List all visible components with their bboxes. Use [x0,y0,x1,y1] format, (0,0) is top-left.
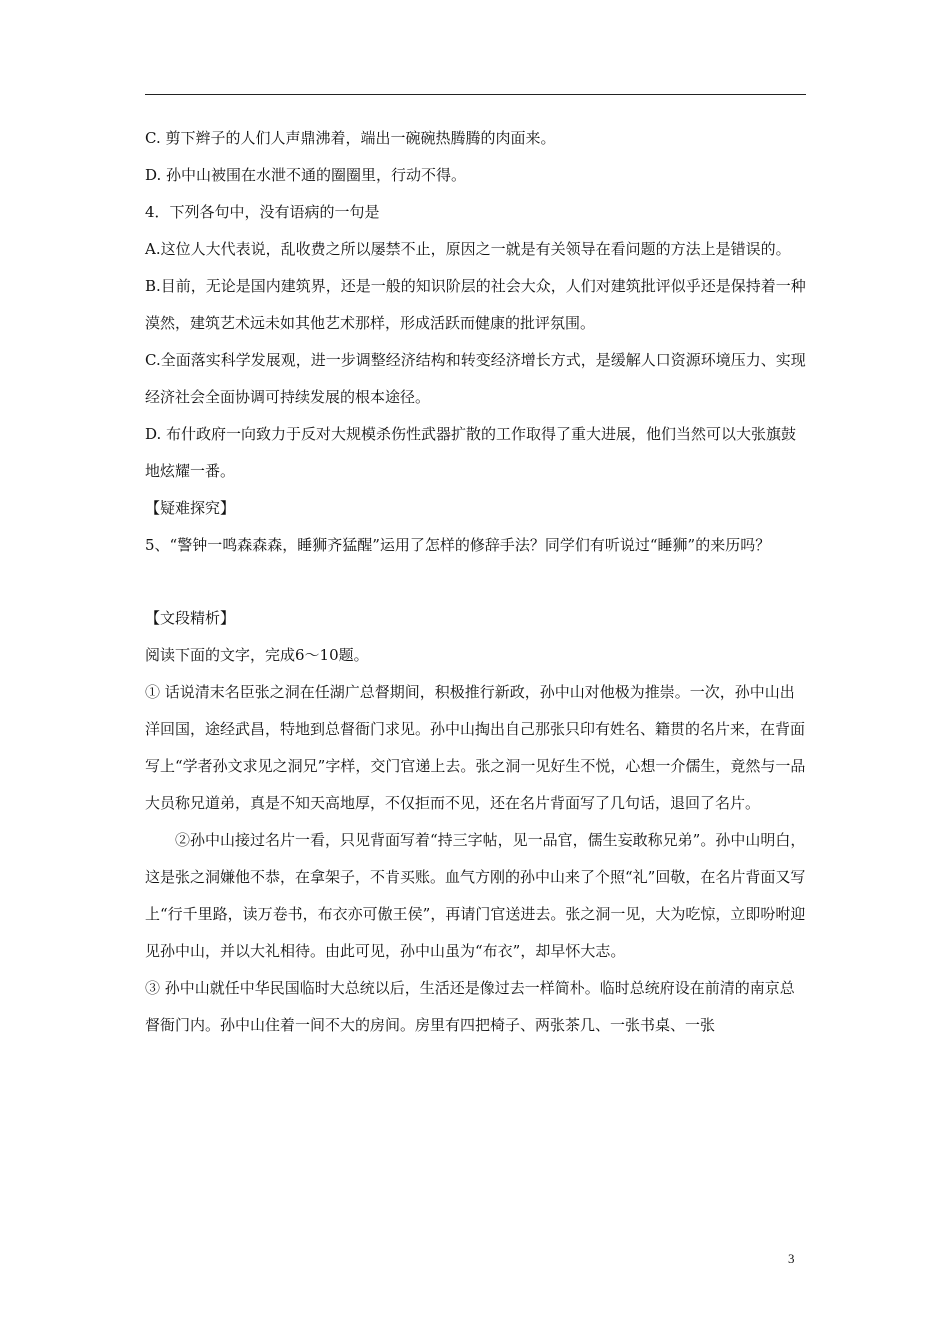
paragraph-2: ②孙中山接过名片一看，只见背面写着“持三字帖，见一品官，儒生妄敢称兄弟”。孙中山明白，这是张之洞嫌他不恭，在拿架子，不肯买账。血气方刚的孙中山来了个照“礼”回敬，在名片背面又写上“行千里路，读万卷书，布衣亦可傲王侯”，再请门官送进去。张之洞一见，大为吃惊，立即吩咐迎见孙中山，并以大礼相待。由此可见，孙中山虽为“布衣”，却早怀大志。 [145,831,806,960]
q4-option-a: A.这位人大代表说，乱收费之所以屡禁不止，原因之一就是有关领导在看问题的方法上是错误的。 [145,240,791,258]
q4-stem: 4．下列各句中，没有语病的一句是 [145,203,380,221]
paragraph-1: ① 话说清末名臣张之洞在任湖广总督期间，积极推行新政，孙中山对他极为推崇。一次，孙中山出洋回国，途经武昌，特地到总督衙门求见。孙中山掏出自己那张只印有姓名、籍贯的名片来，在背面写上“学者孙文求见之洞兄”字样，交门官递上去。张之洞一见好生不悦，心想一介儒生，竟然与一品大员称兄道弟，真是不知天高地厚，不仅拒而不见，还在名片背面写了几句话，退回了名片。 [145,683,806,812]
header-rule [145,94,806,95]
page-number: 3 [788,1251,795,1266]
document-body [145,120,809,1044]
section-heading-inquiry: 【疑难探究】 [145,499,236,517]
q4-option-c: C.全面落实科学发展观，进一步调整经济结构和转变经济增长方式，是缓解人口资源环境压力、实现经济社会全面协调可持续发展的根本途径。 [145,351,806,406]
q4-option-b: B.目前，无论是国内建筑界，还是一般的知识阶层的社会大众，人们对建筑批评似乎还是保持着一种漠然，建筑艺术远未如其他艺术那样，形成活跃而健康的批评氛围。 [145,277,806,332]
q3-option-d: D. 孙中山被围在水泄不通的圈圈里，行动不得。 [145,166,467,184]
q5-question: 5、“警钟一鸣森森森，睡狮齐猛醒”运用了怎样的修辞手法？同学们有听说过“睡狮”的来历吗？ [145,536,771,554]
spacer [145,564,809,600]
q4-option-d: D. 布什政府一向致力于反对大规模杀伤性武器扩散的工作取得了重大进展，他们当然可以大张旗鼓地炫耀一番。 [145,425,797,480]
paragraph-3: ③ 孙中山就任中华民国临时大总统以后，生活还是像过去一样简朴。临时总统府设在前清的南京总督衙门内。孙中山住着一间不大的房间。房里有四把椅子、两张茶几、一张书桌、一张 [145,979,795,1034]
section-heading-analysis: 【文段精析】 [145,609,236,627]
q3-option-c: C. 剪下辫子的人们人声鼎沸着，端出一碗碗热腾腾的肉面来。 [145,129,556,147]
reading-intro: 阅读下面的文字，完成6～10题。 [145,646,369,664]
